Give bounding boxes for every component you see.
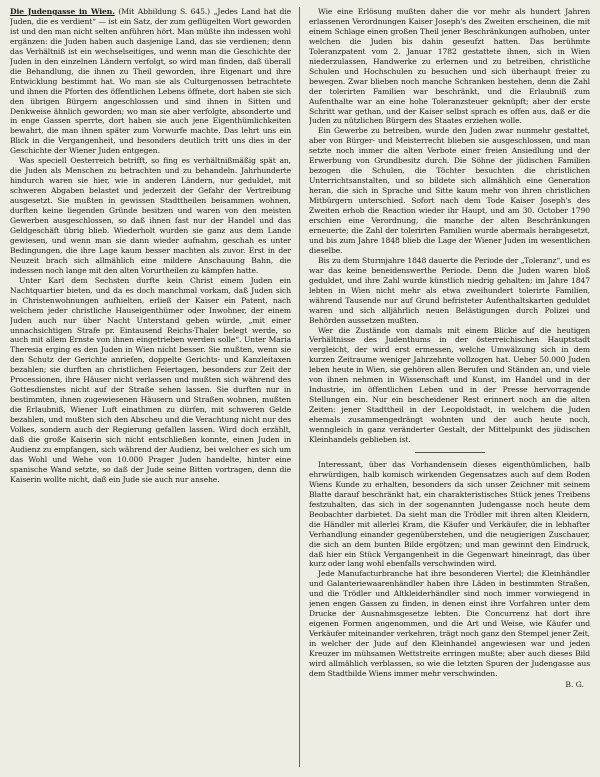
article-paragraph: Was speciell Oesterreich betrifft, so fing es verhältnißmäßig spät an, die Juden als Menschen zu betrachten und zu behandeln. Jahrhunderte hindurch waren sie hier, wie in anderen Ländern, nur geduldet, mit schweren Abgaben belastet und jederzeit der Gefahr der Vertreibung ausgesetzt. Sie mußten in gewissen Stadttheilen beisammen wohnen, durften keine liegenden Gründe besitzen und waren von den meisten Gewerben ausgeschlossen, so daß ihnen fast nur der Handel und das Geldgeschäft übrig blieb. Wiederholt wurden sie ganz aus dem Lande gewiesen, und wenn man sie dann wieder aufnahm, geschah es unter Bedingungen, die ihre Lage kaum besser machten als zuvor. Erst in der Neuzeit brach sich allmählich eine mildere Anschauung Bahn, die indessen noch lange mit den alten Vorurtheilen zu kämpfen hatte.	[10, 156, 291, 275]
right-column	[309, 7, 590, 767]
article-paragraph: Wer die Zustände von damals mit einem Blicke auf die heutigen Verhältnisse des Judenthums in der österreichischen Hauptstadt vergleicht, der wird erst ermessen, welche Umwälzung sich in dem kurzen Zeitraume weniger Jahrzehnte vollzogen hat. Ueber 50.000 Juden leben heute in Wien, sie gehören allen Berufen und Ständen an, und viele von ihnen nehmen in Wissenschaft und Kunst, im Handel und in der Industrie, im öffentlichen Leben und in der Presse hervorragende Stellungen ein. Nur ein bescheidener Rest erinnert noch an die alten Zeiten: jener Stadttheil in der Leopoldstadt, in welchem die Juden ehemals zusammengedrängt wohnten und der auch heute noch, wenngleich in ganz veränderter Gestalt, der Mittelpunkt des jüdischen Kleinhandels geblieben ist.	[309, 325, 590, 444]
article-paragraph: Jede Manufacturbranche hat ihre besonderen Viertel; die Kleinhändler und Galanteriewaarenhändler haben ihre Läden in bestimmten Straßen, und die Trödler und Altkleiderhändler sind noch immer vorwiegend in jenen engen Gassen zu finden, in denen einst ihre Vorfahren unter dem Drucke der Ausnahmsgesetze lebten. Die Concurrenz hat dort ihre eigenen Formen angenommen, und die Art und Weise, wie Käufer und Verkäufer miteinander verkehren, trägt noch ganz den Stempel jener Zeit, in welcher der Jude auf den Kleinhandel angewiesen war und jeden Kreuzer im mühsamen Wettstreite erringen mußte; aber auch dieses Bild wird allmählich verblassen, so wie die letzten Spuren der Judengasse aus dem Stadtbilde Wiens immer mehr verschwinden.	[309, 569, 590, 678]
article-paragraph: Ein Gewerbe zu betreiben, wurde den Juden zwar nunmehr gestattet, aber von Bürger- und Meisterrecht blieben sie ausgeschlossen, und man setzte noch immer die alten Verbote einer freien Ansiedlung und der Erwerbung von Grundbesitz durch. Die Söhne der jüdischen Familien bezogen die Schulen, die Töchter besuchten die christlichen Unterrichtsanstalten, und so bildete sich allmählich eine Generation heran, die sich in Sprache und Sitte kaum mehr von ihren christlichen Mitbürgern unterschied. Sofort nach dem Tode Kaiser Joseph's des Zweiten erhob die Reaction wieder ihr Haupt, und am 30. October 1790 erschien eine Verordnung, die manche der alten Beschränkungen erneuerte; die Zahl der tolerirten Familien wurde abermals herabgesetzt, und bis zum Jahre 1848 blieb die Lage der Wiener Juden im wesentlichen dieselbe.	[309, 126, 590, 255]
article-paragraph: (Mit Abbildung S. 645.) „Jedes Land hat die Juden, die es verdient“ — ist ein Satz, der zum geflügelten Wort geworden ist und den man nicht selten anführen hört. Man müßte ihn indessen wohl ergänzen: die Juden haben auch dasjenige Land, das sie verdienen; denn das Verhältniß ist ein wechselseitiges, und wenn man die Geschichte der Juden in den einzelnen Ländern verfolgt, so wird man finden, daß überall die Behandlung, die ihnen zu Theil geworden, ihre Eigenart und ihre Entwicklung bestimmt hat. Wo man sie als Culturgenossen betrachtete und ihnen die Pforten des öffentlichen Lebens öffnete, dort haben sie sich den übrigen Bürgern angeschlossen und sind ihnen in Sitten und Denkweise ähnlich geworden; wo man sie aber verfolgte, absonderte und in enge Gassen sperrte, dort haben sie auch jene Eigenthümlichkeiten bewahrt, die man ihnen später zum Vorwurfe machte. Das lehrt uns ein Blick in die Vergangenheit, und besonders deutlich tritt uns dies in der Geschichte der Wiener Juden entgegen.	[10, 7, 291, 156]
section-separator	[415, 452, 485, 453]
article-paragraph: Wie eine Erlösung mußten daher die vor mehr als hundert Jahren erlassenen Verordnungen Kaiser Joseph's des Zweiten erscheinen, die mit einem Schlage einen großen Theil jener Beschränkungen aufhoben, unter welchen die Juden bis dahin geseufzt hatten. Das berühmte Toleranzpatent vom 2. Januar 1782 gestattete ihnen, sich in Wien niederzulassen, Handwerke zu erlernen und zu betreiben, christliche Schulen und Hochschulen zu besuchen und sich überhaupt freier zu bewegen. Zwar blieben noch manche Schranken bestehen, denn die Zahl der tolerirten Familien war beschränkt, und die Erlaubniß zum Aufenthalte war an eine hohe Toleranzsteuer geknüpft; aber der erste Schritt war gethan, und der Kaiser selbst sprach es offen aus, daß er die Juden zu nützlichen Bürgern des Staates erziehen wolle.	[309, 7, 590, 126]
author-signature: B. G.	[565, 679, 584, 689]
article-paragraph: Unter Karl dem Sechsten durfte kein Christ einem Juden ein Nachtquartier bieten, und da es doch manchmal vorkam, daß Juden sich in Christenwohnungen aufhielten, erließ der Kaiser ein Patent, nach welchem jeder christliche Hauseigenthümer oder Inwohner, der einem Juden auch nur über Nacht Unterstand geben würde, „mit einer unnachsichtigen Strafe pr. Eintausend Reichs-Thaler belegt werde, so auch mit allem Ernste von ihnen eingetrieben werden solle“. Unter Maria Theresia erging es den Juden in Wien nicht besser. Sie mußten, wenn sie den Schutz der Gerichte anriefen, doppelte Gerichts- und Kanzleitaxen bezahlen; sie durften an christlichen Feiertagen, besonders zur Zeit der Processionen, ihre Häuser nicht verlassen und mußten sich während des Gottesdienstes nicht auf der Straße sehen lassen. Sie durften nur in bestimmten, ihnen zugewiesenen Häusern und Straßen wohnen, mußten die Erlaubniß, Wiener Luft einathmen zu dürfen, mit schweren Gelde bezahlen, und mußten sich den Abscheu und die Verachtung nicht nur des Volkes, sondern auch der Regierung gefallen lassen. Wird doch erzählt, daß die große Kaiserin sich nicht entschließen konnte, einen Juden in Audienz zu empfangen, sich während der Audienz, bei welcher es sich um das Wohl und Wehe von 10.000 Prager Juden handelte, hinter eine spanische Wand setzte, so daß der Jude seine Bitten vortragen, denn die Kaiserin wollte nicht, daß ein Jude sie auch nur ansehe.	[10, 275, 291, 484]
column-divider	[299, 7, 300, 767]
article-paragraph: Bis zu dem Sturmjahre 1848 dauerte die Periode der „Toleranz“, und es war das keine beneidenswerthe Periode. Denn die Juden waren bloß geduldet, und ihre Zahl wurde künstlich niedrig gehalten; im Jahre 1847 lebten in Wien nicht mehr als etwa zweihundert tolerirte Familien, während Tausende nur auf Grund befristeter Aufenthaltskarten geduldet waren und sich alljährlich neuen Belästigungen durch Polizei und Behörden aussetzen mußten.	[309, 255, 590, 325]
article-paragraph: Interessant, über das Vorhandensein dieses eigenthümlichen, halb ehrwürdigen, halb komisch wirkenden Gegensatzes auch auf dem Boden Wiens Kunde zu erhalten, besonders da sich unser Zeichner mit seinem Blatte darauf beschränkt hat, ein charakteristisches Stück jenes Treibens festzuhalten, das sich in der sogenannten Judengasse noch heute dem Beobachter darbietet. Da sieht man die Trödler mit ihren alten Kleidern, die Händler mit allerlei Kram, die Käufer und Verkäufer, die in lebhafter Verhandlung einander gegenüberstehen, und die neugierigen Zuschauer, die sich an dem bunten Bilde ergötzen; und man gewinnt den Eindruck, daß hier ein Stück Vergangenheit in die Gegenwart hineinragt, das über kurz oder lang wohl ebenfalls verschwinden wird.	[309, 459, 590, 569]
article-title: Die Judengasse in Wien.	[10, 7, 115, 16]
left-column	[10, 7, 291, 767]
article-intro	[10, 7, 291, 156]
